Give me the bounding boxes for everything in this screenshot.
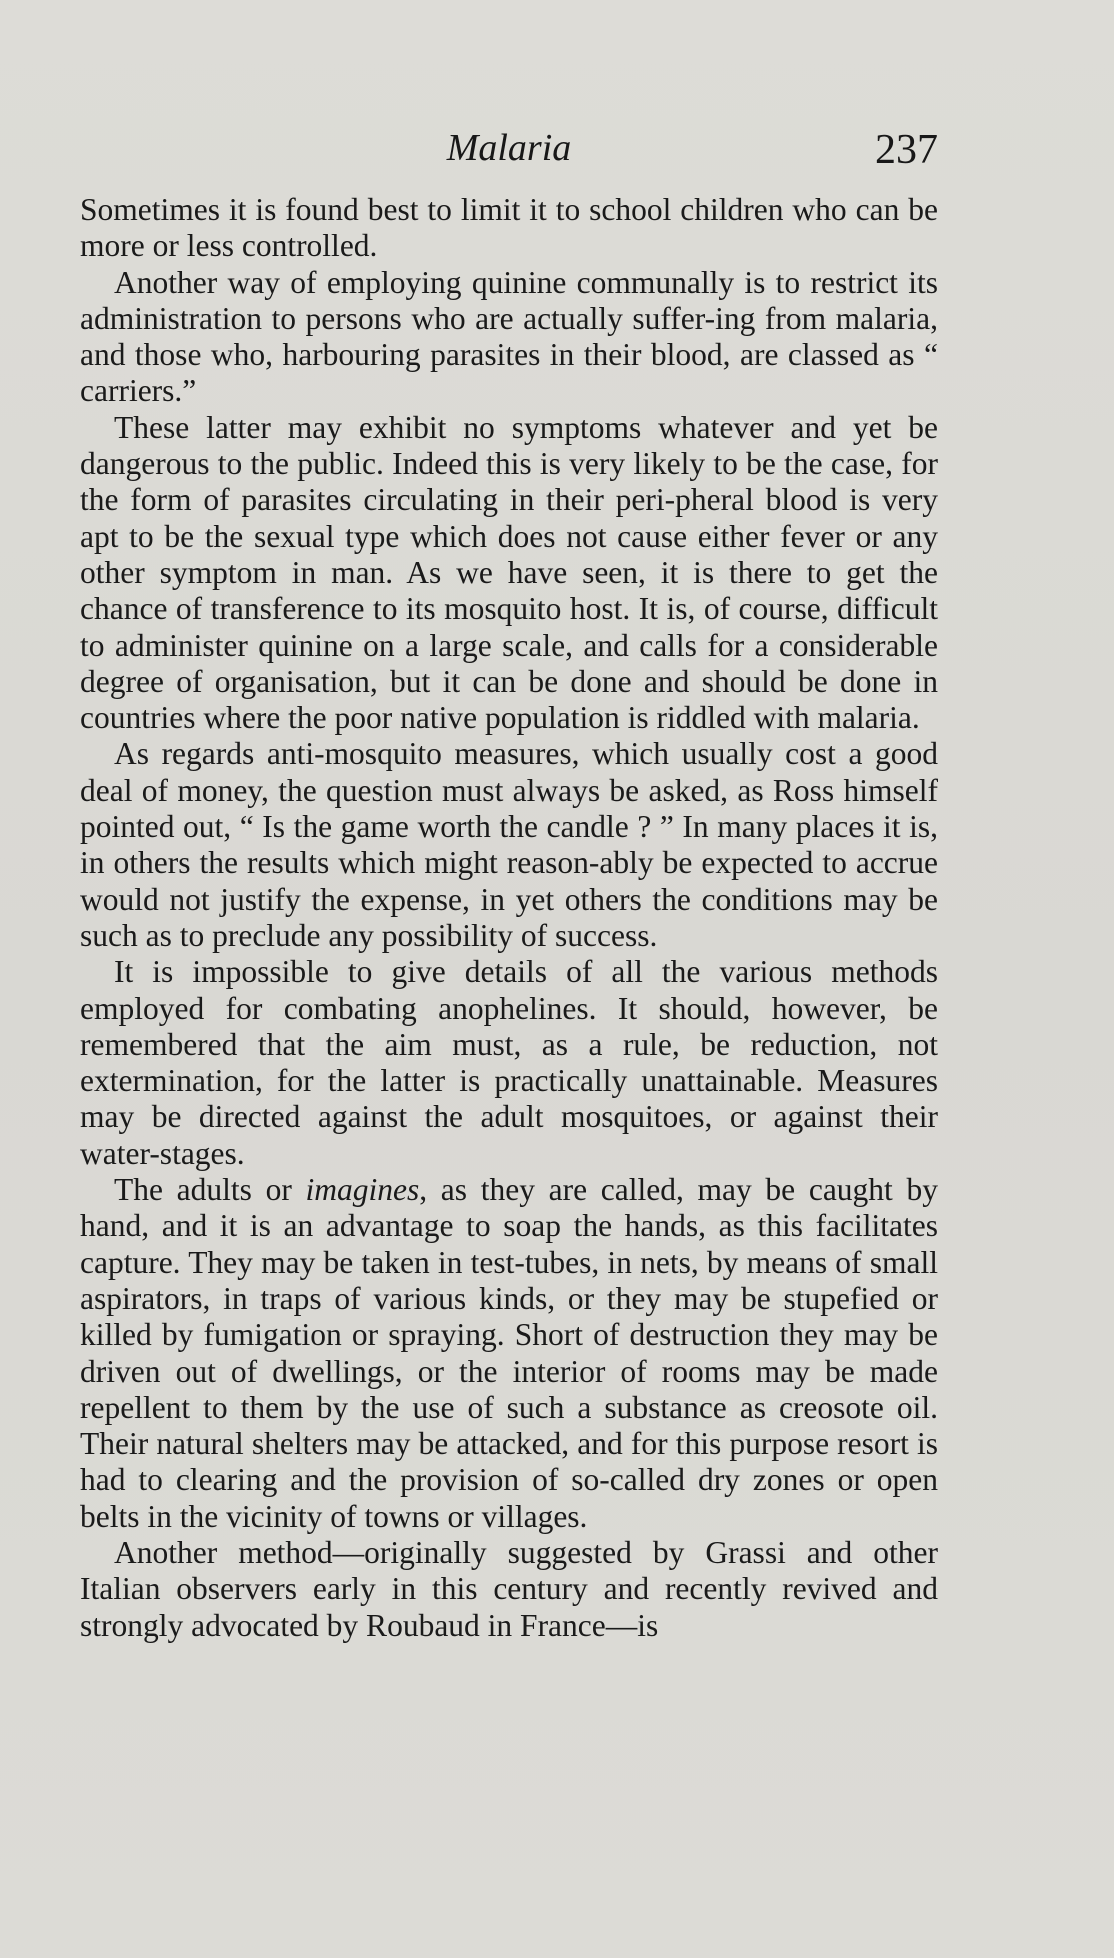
page-number: 237 bbox=[875, 127, 938, 173]
paragraph-6 bbox=[80, 1172, 938, 1535]
paragraph-1: Sometimes it is found best to limit it to school children who can be more or less controlled. bbox=[80, 192, 938, 264]
paragraph-4: As regards anti-mosquito measures, which usually cost a good deal of money, the question must always be asked, as Ross himself pointed out, “ Is the game worth the candle ? ” In many places it is, in others the results which might reason-ably be expected to accrue would not justify the expense, in yet others the conditions may be such as to preclude any possibility of success. bbox=[80, 736, 938, 953]
running-head bbox=[80, 126, 938, 176]
paragraph-2: Another way of employing quinine communally is to restrict its administration to persons who are actually suffer-ing from malaria, and those who, harbouring parasites in their blood, are classed as “ carriers.” bbox=[80, 264, 938, 409]
paragraph-5: It is impossible to give details of all the various methods employed for combating anophelines. It should, however, be remembered that the aim must, as a rule, be reduction, not extermination, for the latter is practically unattainable. Measures may be directed against the adult mosquitoes, or against their water-stages. bbox=[80, 954, 938, 1171]
paragraph-7: Another method—originally suggested by Grassi and other Italian observers early in this century and recently revived and strongly advocated by Roubaud in France—is bbox=[80, 1534, 938, 1643]
body-text bbox=[80, 192, 938, 1644]
paragraph-6-rest: , as they are called, may be caught by hand, and it is an advantage to soap the hands, as this facilitates capture. They may be taken in test-tubes, in nets, by means of small aspirators, in traps of various kinds, or they may be stupefied or killed by fumigation or spraying. Short of destruction they may be driven out of dwellings, or the interior of rooms may be made repellent to them by the use of such a substance as creosote oil. Their natural shelters may be attacked, and for this purpose resort is had to clearing and the provision of so-called dry zones or open belts in the vicinity of towns or villages. bbox=[80, 1172, 938, 1534]
paragraph-3: These latter may exhibit no symptoms whatever and yet be dangerous to the public. Indeed this is very likely to be the case, for the form of parasites circulating in their peri-pheral blood is very apt to be the sexual type which does not cause either fever or any other symptom in man. As we have seen, it is there to get the chance of transference to its mosquito host. It is, of course, difficult to administer quinine on a large scale, and calls for a considerable degree of organisation, but it can be done and should be done in countries where the poor native population is riddled with malaria. bbox=[80, 409, 938, 736]
paragraph-6-start: The adults or bbox=[114, 1172, 306, 1208]
italic-term-imagines: imagines bbox=[305, 1172, 420, 1208]
running-title: Malaria bbox=[446, 127, 572, 169]
